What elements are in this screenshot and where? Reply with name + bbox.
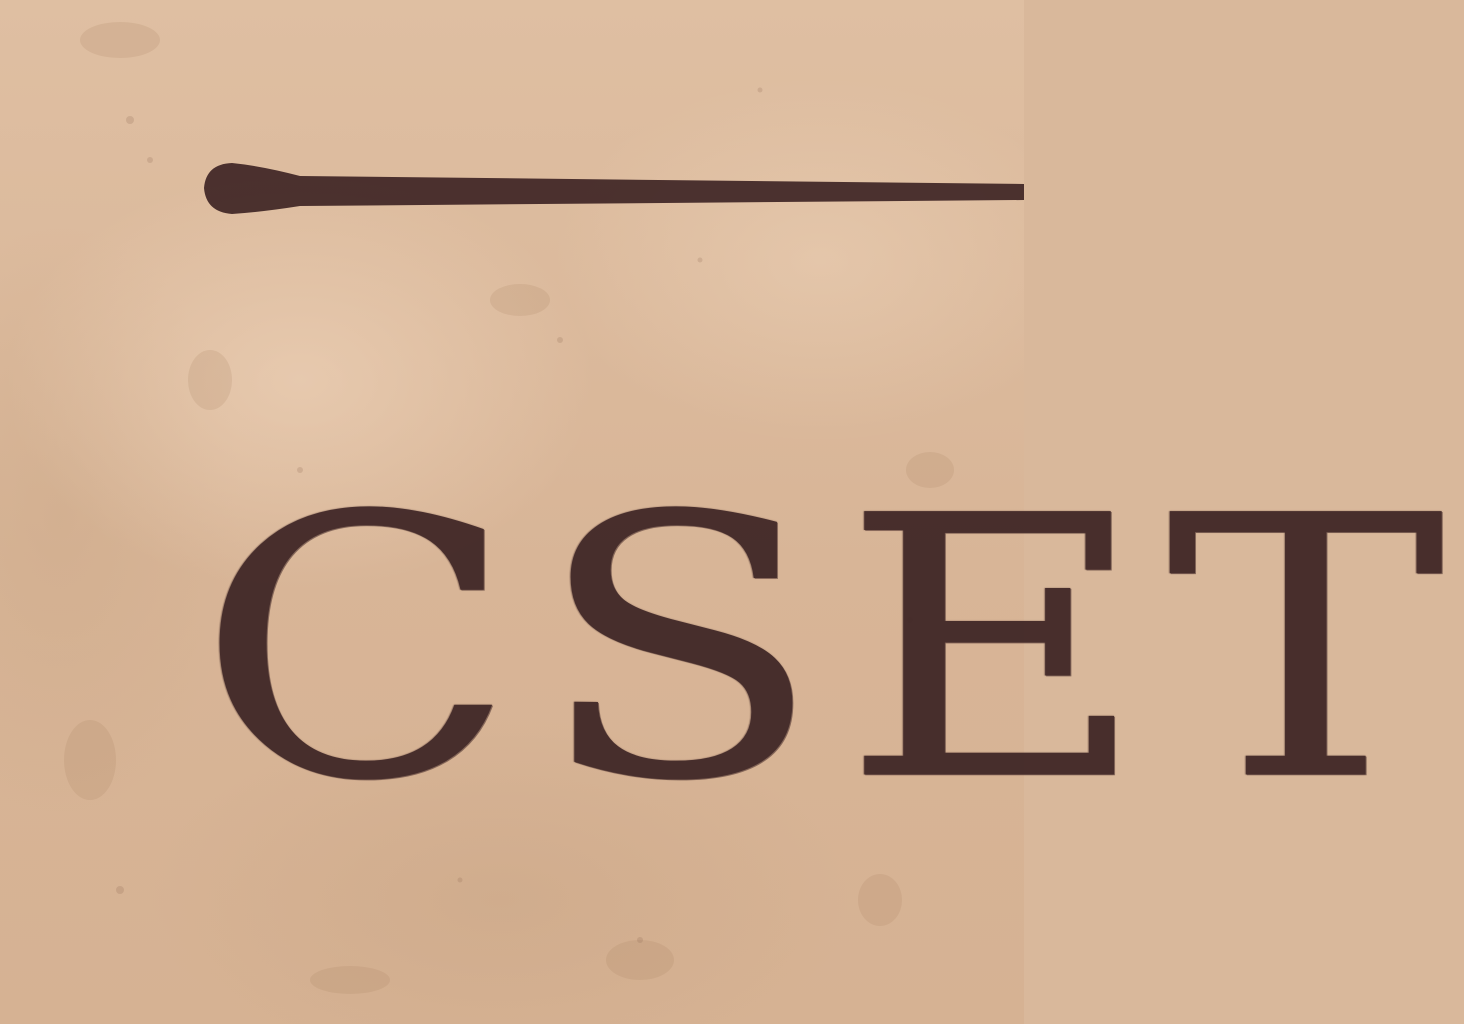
heading-fragment: CSET: [196, 439, 1464, 861]
